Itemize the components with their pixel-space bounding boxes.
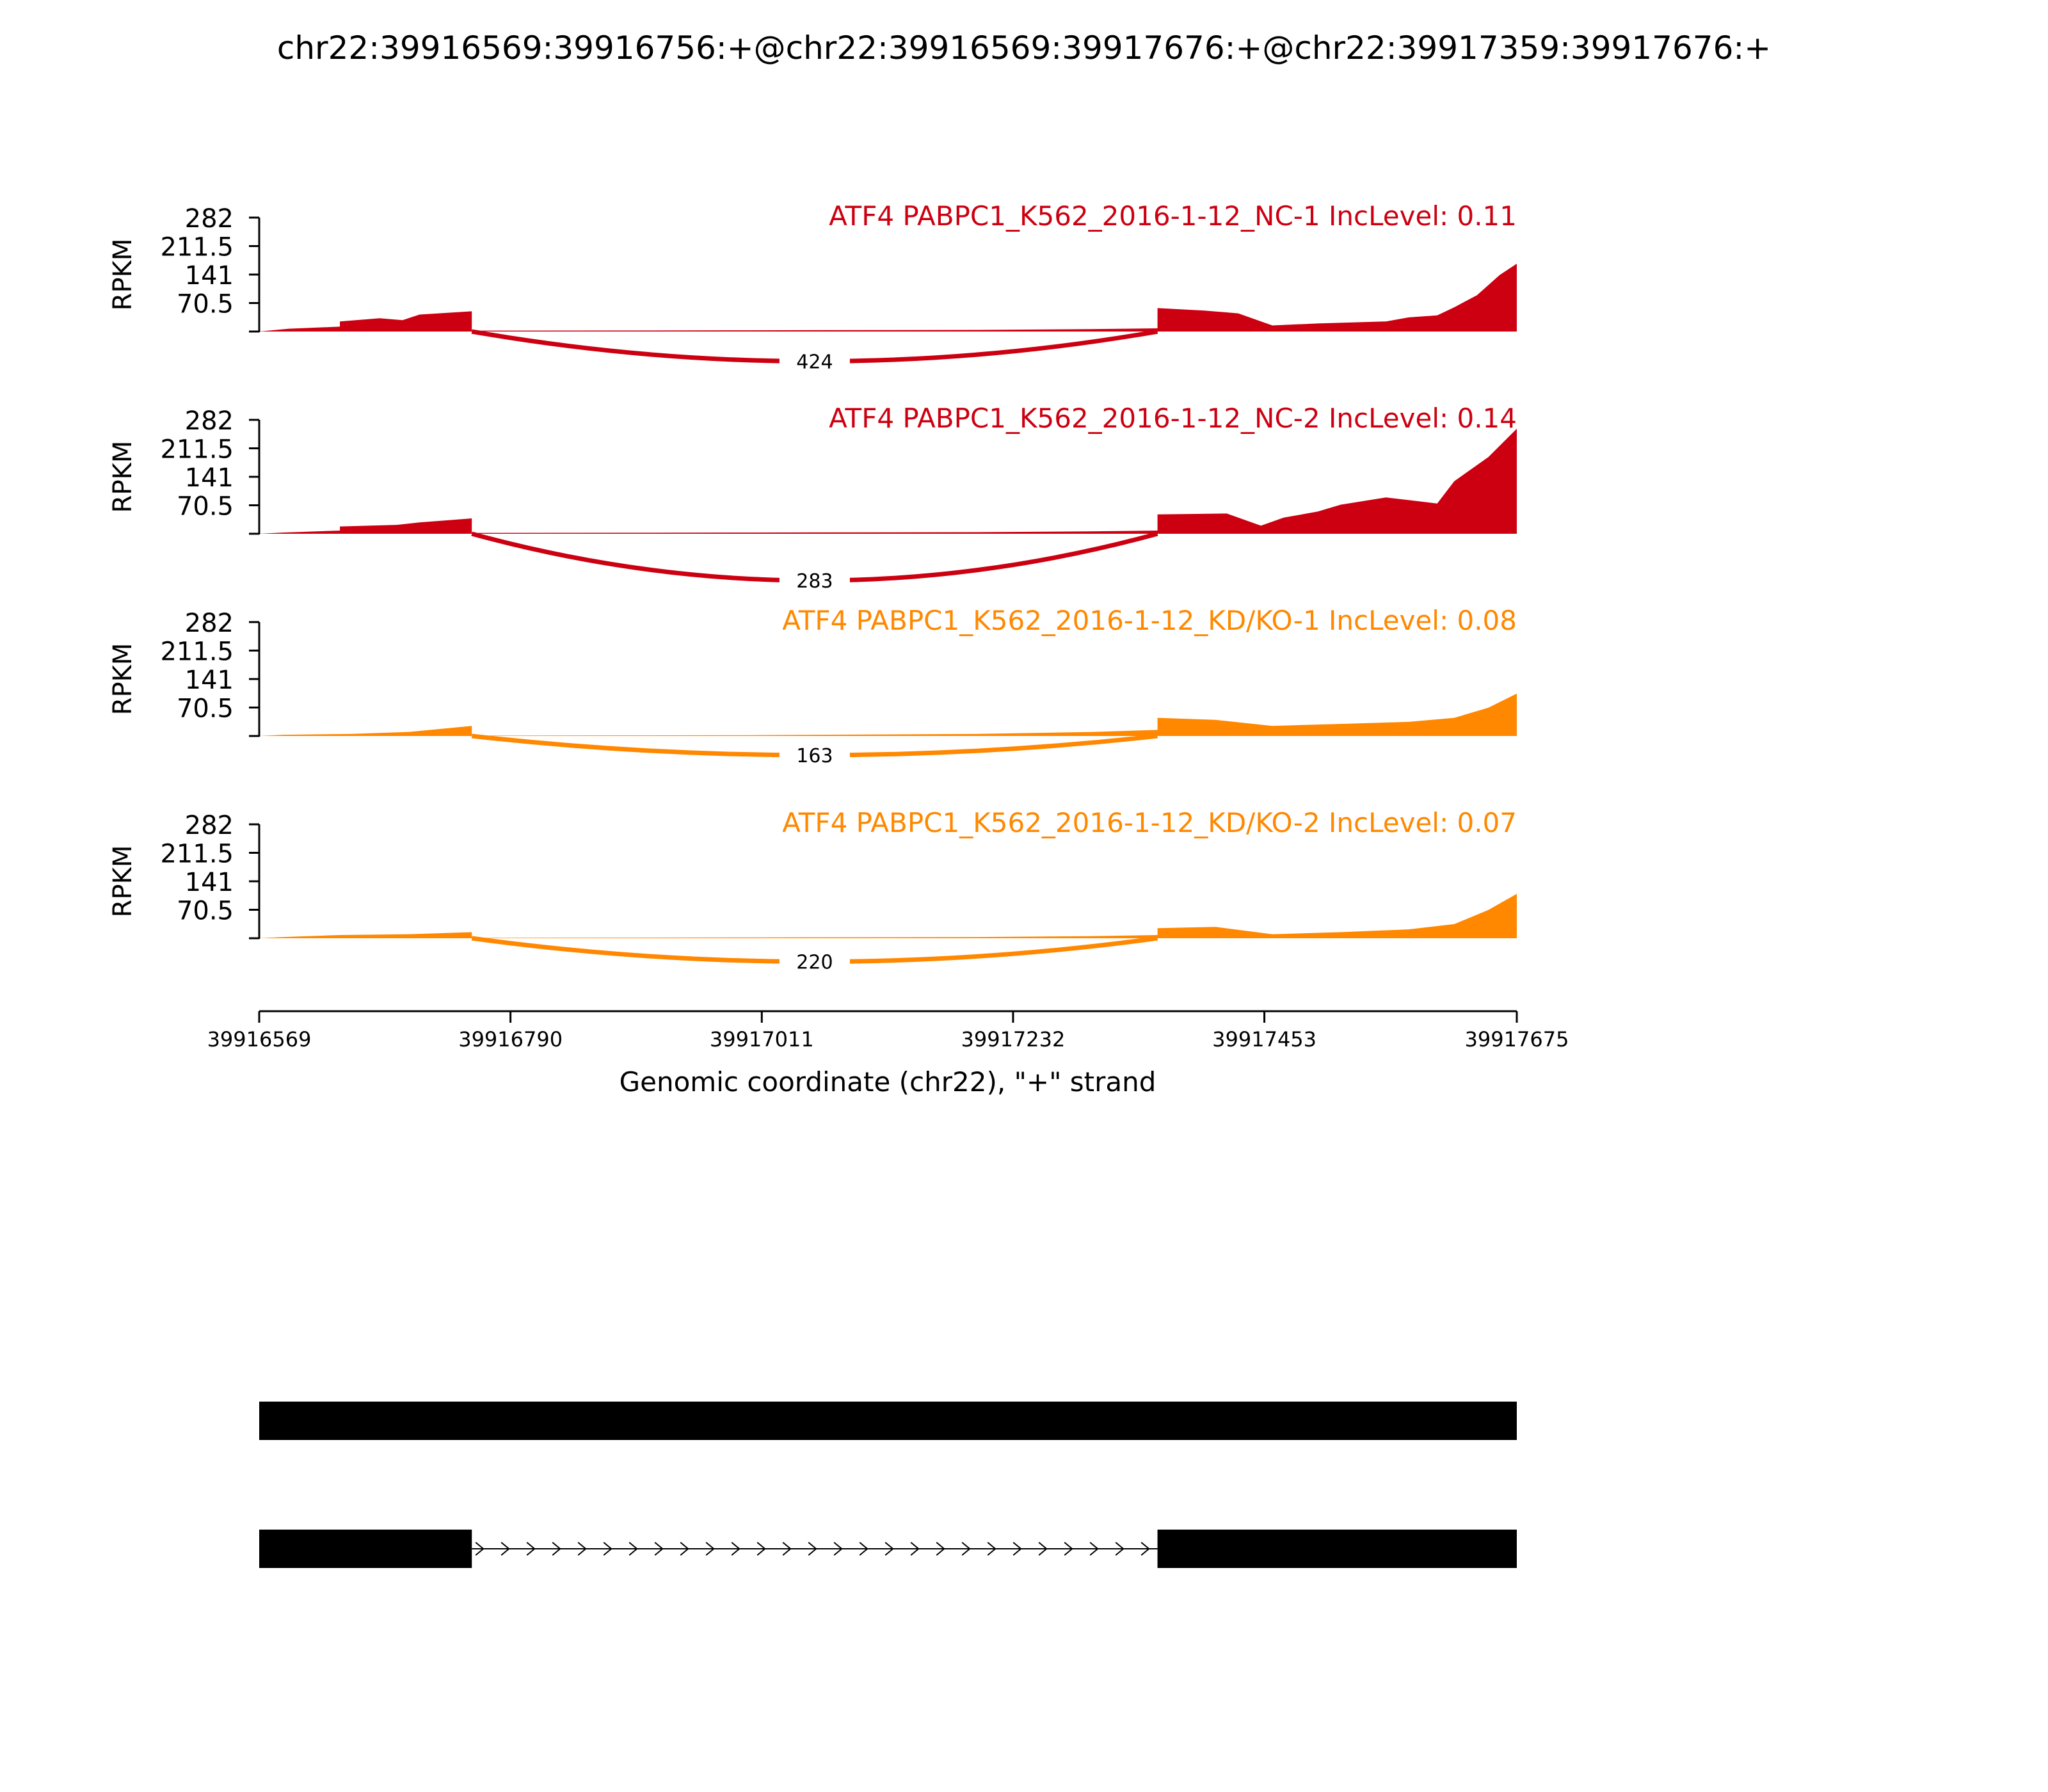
track-3 (108, 605, 1517, 769)
track-label: ATF4 PABPC1_K562_2016-1-12_NC-1 IncLevel: 0.11 (829, 200, 1517, 232)
y-tick-label: 141 (184, 868, 234, 897)
junction-count: 424 (796, 351, 833, 374)
track-1 (108, 200, 1517, 376)
track-4 (108, 807, 1517, 976)
tracks (108, 200, 1517, 976)
junction-count: 163 (796, 744, 833, 767)
y-tick-label: 211.5 (160, 435, 234, 465)
y-tick-label: 141 (184, 666, 234, 695)
isoform-inclusion-exon (259, 1402, 1517, 1440)
x-tick-label: 39917453 (1212, 1027, 1317, 1052)
x-tick-label: 39916790 (458, 1027, 563, 1052)
gene-models (259, 1402, 1517, 1568)
y-tick-label: 141 (184, 261, 234, 291)
coverage-area (259, 694, 1517, 736)
y-tick-label: 70.5 (176, 289, 234, 319)
coverage-area (259, 429, 1517, 534)
chart-title: chr22:39916569:39916756:+@chr22:39916569:39917676:+@chr22:39917359:39917676:+ (276, 29, 1772, 67)
y-tick-label: 211.5 (160, 839, 234, 869)
y-tick-label: 282 (184, 609, 234, 638)
isoform-skip-exon-2 (1158, 1530, 1517, 1568)
x-tick-label: 39917675 (1464, 1027, 1569, 1052)
y-tick-label: 282 (184, 204, 234, 234)
y-axis-label: RPKM (108, 845, 138, 918)
x-axis-label: Genomic coordinate (chr22), "+" strand (619, 1066, 1156, 1098)
x-tick-label: 39917011 (709, 1027, 814, 1052)
y-axis-label: RPKM (108, 440, 138, 513)
y-tick-label: 282 (184, 811, 234, 840)
y-tick-label: 70.5 (176, 694, 234, 724)
y-tick-label: 211.5 (160, 232, 234, 262)
coverage-area (259, 264, 1517, 332)
junction-count: 220 (796, 951, 833, 974)
y-axis-label: RPKM (108, 238, 138, 311)
x-axis (207, 1011, 1569, 1052)
track-2 (108, 403, 1517, 595)
y-tick-label: 141 (184, 463, 234, 493)
track-label: ATF4 PABPC1_K562_2016-1-12_KD/KO-2 IncLevel: 0.07 (782, 807, 1517, 838)
y-tick-label: 70.5 (176, 492, 234, 522)
x-tick-label: 39916569 (207, 1027, 312, 1052)
coverage-area (259, 894, 1517, 938)
track-label: ATF4 PABPC1_K562_2016-1-12_NC-2 IncLevel: 0.14 (829, 403, 1517, 434)
isoform-skip-exon-1 (259, 1530, 472, 1568)
junction-count: 283 (796, 570, 833, 593)
y-tick-label: 211.5 (160, 637, 234, 667)
y-axis-label: RPKM (108, 643, 138, 716)
track-label: ATF4 PABPC1_K562_2016-1-12_KD/KO-1 IncLevel: 0.08 (782, 605, 1517, 636)
y-tick-label: 70.5 (176, 896, 234, 926)
y-tick-label: 282 (184, 406, 234, 436)
x-tick-label: 39917232 (961, 1027, 1066, 1052)
